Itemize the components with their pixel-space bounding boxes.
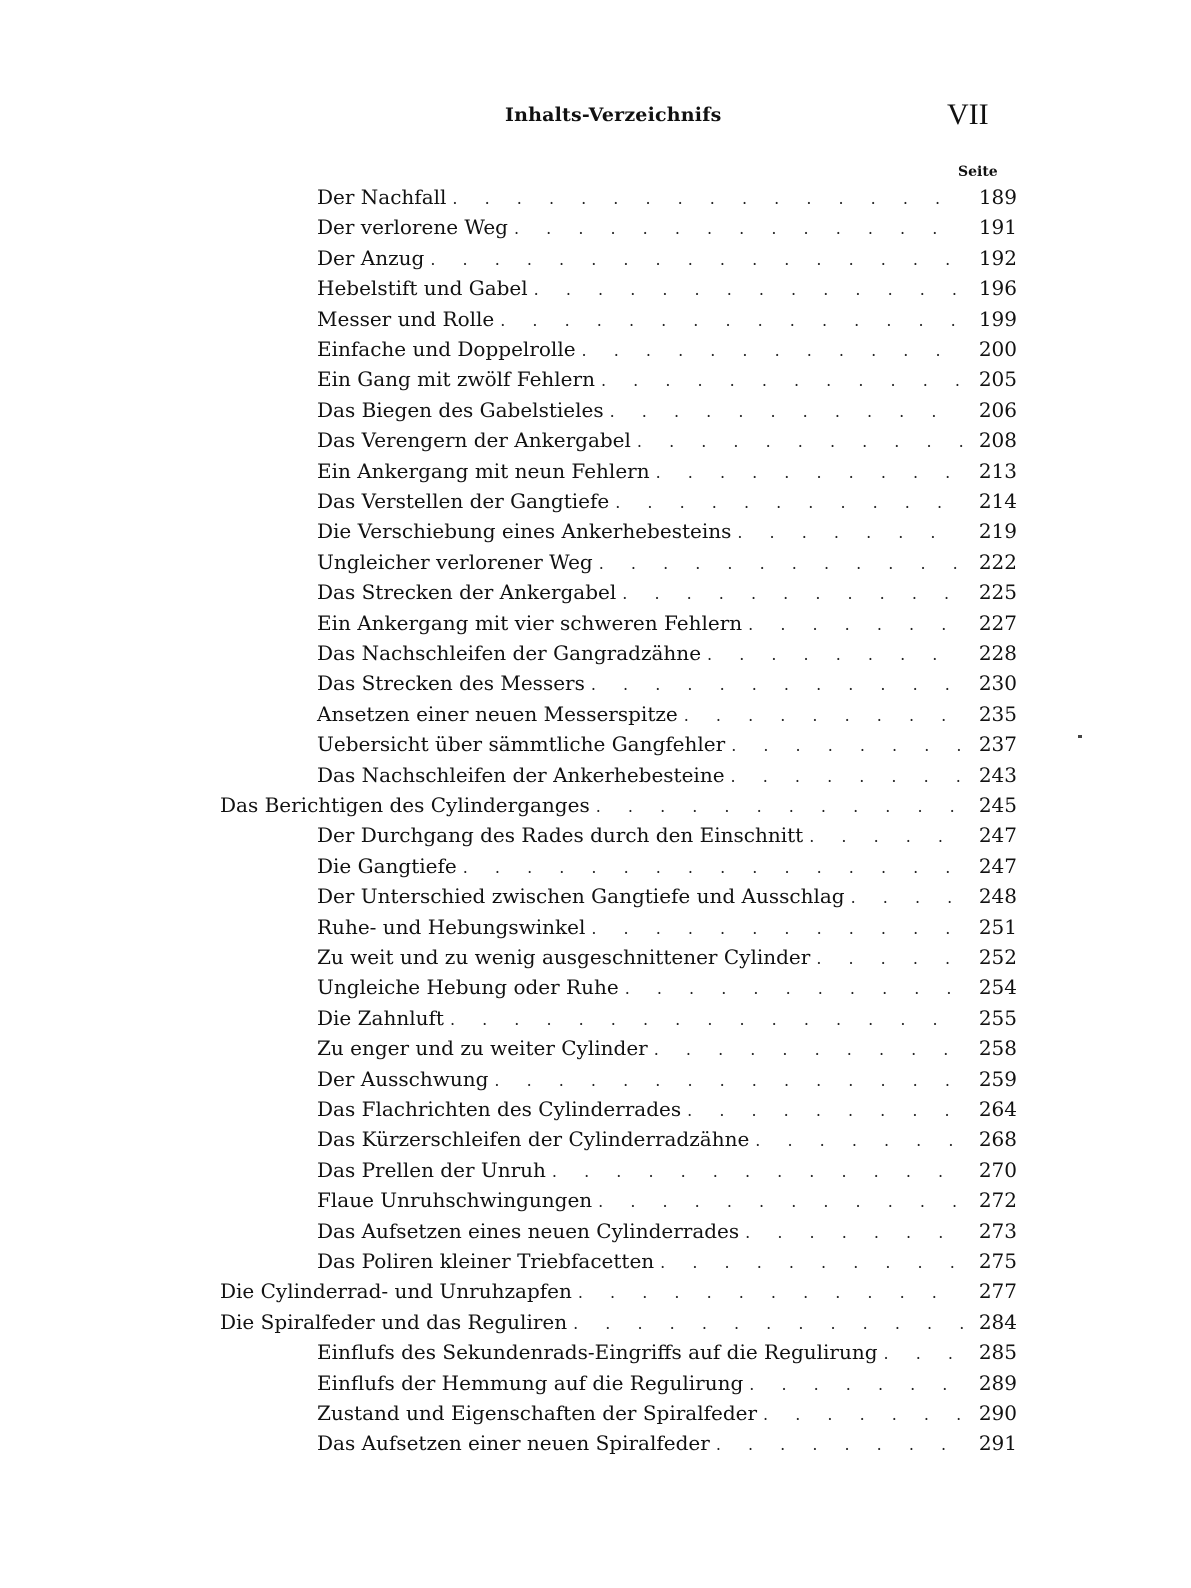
dot-leader (749, 1369, 963, 1400)
toc-entry-title: Das Poliren kleiner Triebfacetten (317, 1249, 655, 1273)
toc-entry (317, 668, 1017, 699)
toc-entry (317, 1094, 1017, 1125)
toc-entry (317, 1398, 1017, 1429)
toc-entry-page: 247 (978, 853, 1017, 878)
toc-entry-title: Das Kürzerschleifen der Cylinderradzähne (317, 1127, 750, 1152)
toc-entry-title: Die Gangtiefe (317, 853, 457, 878)
page-number: VII (947, 98, 989, 131)
toc-entry-page: 247 (978, 823, 1017, 848)
dot-leader (851, 882, 963, 913)
toc-entry-page: 222 (978, 549, 1017, 574)
toc-entry (317, 972, 1017, 1003)
toc-entry-title: Der Unterschied zwischen Gangtiefe und Ausschlag (317, 884, 845, 909)
toc-entry (317, 1246, 1017, 1277)
dot-leader (610, 396, 963, 427)
toc-entry-page: 219 (978, 519, 1017, 544)
toc-entry-title: Das Flachrichten des Cylinderrades (317, 1097, 682, 1121)
toc-entry-title: Zustand und Eigenschaften der Spiralfeder (317, 1401, 758, 1425)
toc-entry-title: Das Strecken der Ankergabel (317, 580, 617, 605)
toc-entry-title: Ein Ankergang mit neun Fehlern (317, 458, 650, 483)
dot-leader (430, 244, 963, 275)
toc-entry-page: 205 (978, 367, 1017, 392)
dot-leader (582, 335, 963, 366)
toc-entry-page: 258 (978, 1036, 1017, 1061)
toc-entry-page: 189 (978, 185, 1017, 209)
toc-entry (317, 1428, 1017, 1459)
toc-entry-page: 248 (978, 884, 1017, 909)
toc-entry-title: Zu enger und zu weiter Cylinder (317, 1036, 648, 1061)
toc-entry-page: 214 (978, 489, 1017, 513)
toc-entry-page: 285 (978, 1340, 1017, 1365)
page-column-label: Seite (958, 164, 998, 180)
toc-entry (317, 1216, 1017, 1247)
toc-entry-page: 273 (978, 1218, 1017, 1243)
toc-entry (317, 729, 1017, 760)
dot-leader (637, 426, 963, 457)
toc-entry (317, 547, 1017, 578)
toc-entry-page: 199 (978, 306, 1017, 331)
toc-entry-page: 228 (978, 641, 1017, 665)
toc-entry (317, 760, 1017, 791)
dot-leader (500, 305, 963, 336)
toc-entry-title: Der Nachfall (317, 185, 447, 209)
dot-leader (654, 1034, 963, 1065)
toc-entry-title: Ungleicher verlorener Weg (317, 549, 593, 574)
dot-leader (755, 1125, 963, 1156)
dot-leader (573, 1308, 963, 1339)
toc-entry (317, 334, 1017, 365)
toc-entry-page: 191 (978, 215, 1017, 240)
toc-entry-page: 243 (978, 762, 1017, 787)
toc-entry-title: Das Aufsetzen einer neuen Spiralfeder (317, 1431, 710, 1456)
toc-entry (317, 1155, 1017, 1186)
toc-entry-page: 264 (978, 1097, 1017, 1121)
toc-entry-page: 251 (978, 914, 1017, 939)
dot-leader (816, 943, 963, 974)
toc-entry (317, 1368, 1017, 1399)
toc-entry-page: 259 (978, 1066, 1017, 1091)
dot-leader (494, 1065, 963, 1096)
toc-entry-page: 208 (978, 428, 1017, 453)
toc-entry-title: Die Cylinderrad- und Unruhzapfen (220, 1279, 572, 1304)
toc-entry-title: Das Verstellen der Gangtiefe (317, 489, 610, 513)
toc-entry-title: Ungleiche Hebung oder Ruhe (317, 975, 619, 1000)
toc-entry-page: 290 (978, 1401, 1017, 1425)
dot-leader (656, 457, 963, 488)
toc-entry-page: 289 (978, 1370, 1017, 1395)
toc-entry-page: 237 (978, 732, 1017, 757)
dot-leader (716, 1429, 963, 1460)
dot-leader (463, 852, 963, 883)
toc-entry-title: Ein Gang mit zwölf Fehlern (317, 367, 595, 392)
toc-entry-title: Das Prellen der Unruh (317, 1157, 546, 1182)
toc-entry-title: Das Berichtigen des Cylinderganges (220, 793, 590, 817)
page-header (0, 98, 1191, 138)
toc-entry-title: Das Aufsetzen eines neuen Cylinderrades (317, 1218, 740, 1243)
toc-entry (317, 1033, 1017, 1064)
dot-leader (622, 578, 963, 609)
dot-leader (514, 213, 963, 244)
toc-entry (317, 364, 1017, 395)
toc-entry-title: Die Zahnluft (317, 1005, 444, 1030)
toc-entry-title: Das Nachschleifen der Gangradzähne (317, 641, 702, 665)
dot-leader (763, 1399, 963, 1430)
dot-leader (745, 1217, 963, 1248)
dot-leader (737, 517, 963, 548)
toc-entry-title: Einfache und Doppelrolle (317, 337, 576, 361)
dot-leader (809, 821, 963, 852)
toc-entry (317, 942, 1017, 973)
toc-entry (317, 820, 1017, 851)
dot-leader (731, 730, 963, 761)
toc-entry-page: 213 (978, 458, 1017, 483)
toc-entry-title: Die Spiralfeder und das Reguliren (220, 1309, 568, 1334)
dot-leader (615, 487, 963, 518)
toc-entry-page: 227 (978, 610, 1017, 635)
toc-entry-title: Der verlorene Weg (317, 215, 508, 240)
scan-speck (1078, 735, 1082, 738)
toc-entry-page: 272 (978, 1188, 1017, 1213)
dot-leader (748, 609, 963, 640)
toc-entry-page: 245 (978, 793, 1017, 817)
dot-leader (731, 761, 963, 792)
toc-entry (317, 1064, 1017, 1095)
toc-entry-title: Der Anzug (317, 245, 425, 270)
toc-entry-title: Zu weit und zu wenig ausgeschnittener Cylinder (317, 945, 811, 969)
dot-leader (625, 973, 963, 1004)
dot-leader (552, 1156, 963, 1187)
toc-entry-page: 284 (978, 1309, 1017, 1334)
toc-entry-title: Das Strecken des Messers (317, 671, 585, 696)
toc-entry (317, 273, 1017, 304)
toc-entry (317, 608, 1017, 639)
toc-entry (317, 638, 1017, 669)
toc-entry (317, 881, 1017, 912)
dot-leader (578, 1277, 963, 1308)
toc-entry-page: 255 (978, 1005, 1017, 1030)
dot-leader (601, 365, 963, 396)
toc-entry (317, 182, 1017, 213)
toc-entry-title: Das Nachschleifen der Ankerhebesteine (317, 762, 725, 787)
toc-entry-title: Ein Ankergang mit vier schweren Fehlern (317, 610, 743, 635)
dot-leader (707, 639, 963, 670)
toc-entry-title: Hebelstift und Gabel (317, 276, 528, 301)
toc-entry-page: 252 (978, 945, 1017, 969)
toc-entry-title: Messer und Rolle (317, 306, 495, 331)
toc-entry (317, 1003, 1017, 1034)
dot-leader (687, 1095, 963, 1126)
toc-entry (317, 1185, 1017, 1216)
dot-leader (598, 1186, 963, 1217)
toc-entry (317, 243, 1017, 274)
toc-entry-page: 291 (978, 1431, 1017, 1456)
toc-entry-page: 268 (978, 1127, 1017, 1152)
toc-entry-title: Uebersicht über sämmtliche Gangfehler (317, 732, 726, 757)
toc-entry (317, 1124, 1017, 1155)
toc-entry-title: Das Biegen des Gabelstieles (317, 397, 604, 422)
dot-leader (591, 669, 963, 700)
toc-entry (317, 912, 1017, 943)
toc-entry-page: 192 (978, 245, 1017, 270)
toc-entry (317, 851, 1017, 882)
toc-entry-title: Ansetzen einer neuen Messerspitze (317, 701, 678, 726)
toc-entry (317, 395, 1017, 426)
toc-entry (317, 212, 1017, 243)
toc-entry (317, 516, 1017, 547)
dot-leader (534, 274, 963, 305)
toc-entry (317, 577, 1017, 608)
toc-entry-title: Flaue Unruhschwingungen (317, 1188, 593, 1213)
dot-leader (684, 700, 963, 731)
toc-entry-title: Der Ausschwung (317, 1066, 489, 1091)
toc-entry-page: 230 (978, 671, 1017, 696)
toc-entry-title: Das Verengern der Ankergabel (317, 428, 631, 453)
toc-entry (317, 1337, 1017, 1368)
toc-entry-page: 275 (978, 1249, 1017, 1273)
toc-entry-title: Die Verschiebung eines Ankerhebesteins (317, 519, 732, 544)
toc-entry-page: 254 (978, 975, 1017, 1000)
dot-leader (591, 913, 963, 944)
toc-entry (317, 425, 1017, 456)
toc-entry (317, 456, 1017, 487)
toc-entry (220, 1276, 1017, 1307)
toc-entry (317, 486, 1017, 517)
toc-entry-title: Ruhe- und Hebungswinkel (317, 914, 586, 939)
running-title: Inhalts-Verzeichnifs (505, 104, 722, 126)
dot-leader (884, 1338, 963, 1369)
toc-entry (317, 699, 1017, 730)
toc-entry-page: 277 (978, 1279, 1017, 1304)
dot-leader (450, 1004, 963, 1035)
toc-entry-title: Der Durchgang des Rades durch den Einschnitt (317, 823, 804, 848)
toc-entry-page: 225 (978, 580, 1017, 605)
toc-entry-title: Einflufs des Sekundenrads-Eingriffs auf die Regulirung (317, 1340, 878, 1365)
dot-leader (660, 1247, 963, 1278)
toc-entry-page: 206 (978, 397, 1017, 422)
toc-entry-page: 196 (978, 276, 1017, 301)
toc-entry-page: 200 (978, 337, 1017, 361)
dot-leader (599, 548, 963, 579)
toc-entry (317, 304, 1017, 335)
toc-entry-page: 235 (978, 701, 1017, 726)
toc-entry-title: Einflufs der Hemmung auf die Regulirung (317, 1370, 744, 1395)
dot-leader (452, 183, 963, 214)
toc-entry-page: 270 (978, 1157, 1017, 1182)
toc-entry (220, 790, 1017, 821)
dot-leader (596, 791, 963, 822)
toc-entry (220, 1307, 1017, 1338)
